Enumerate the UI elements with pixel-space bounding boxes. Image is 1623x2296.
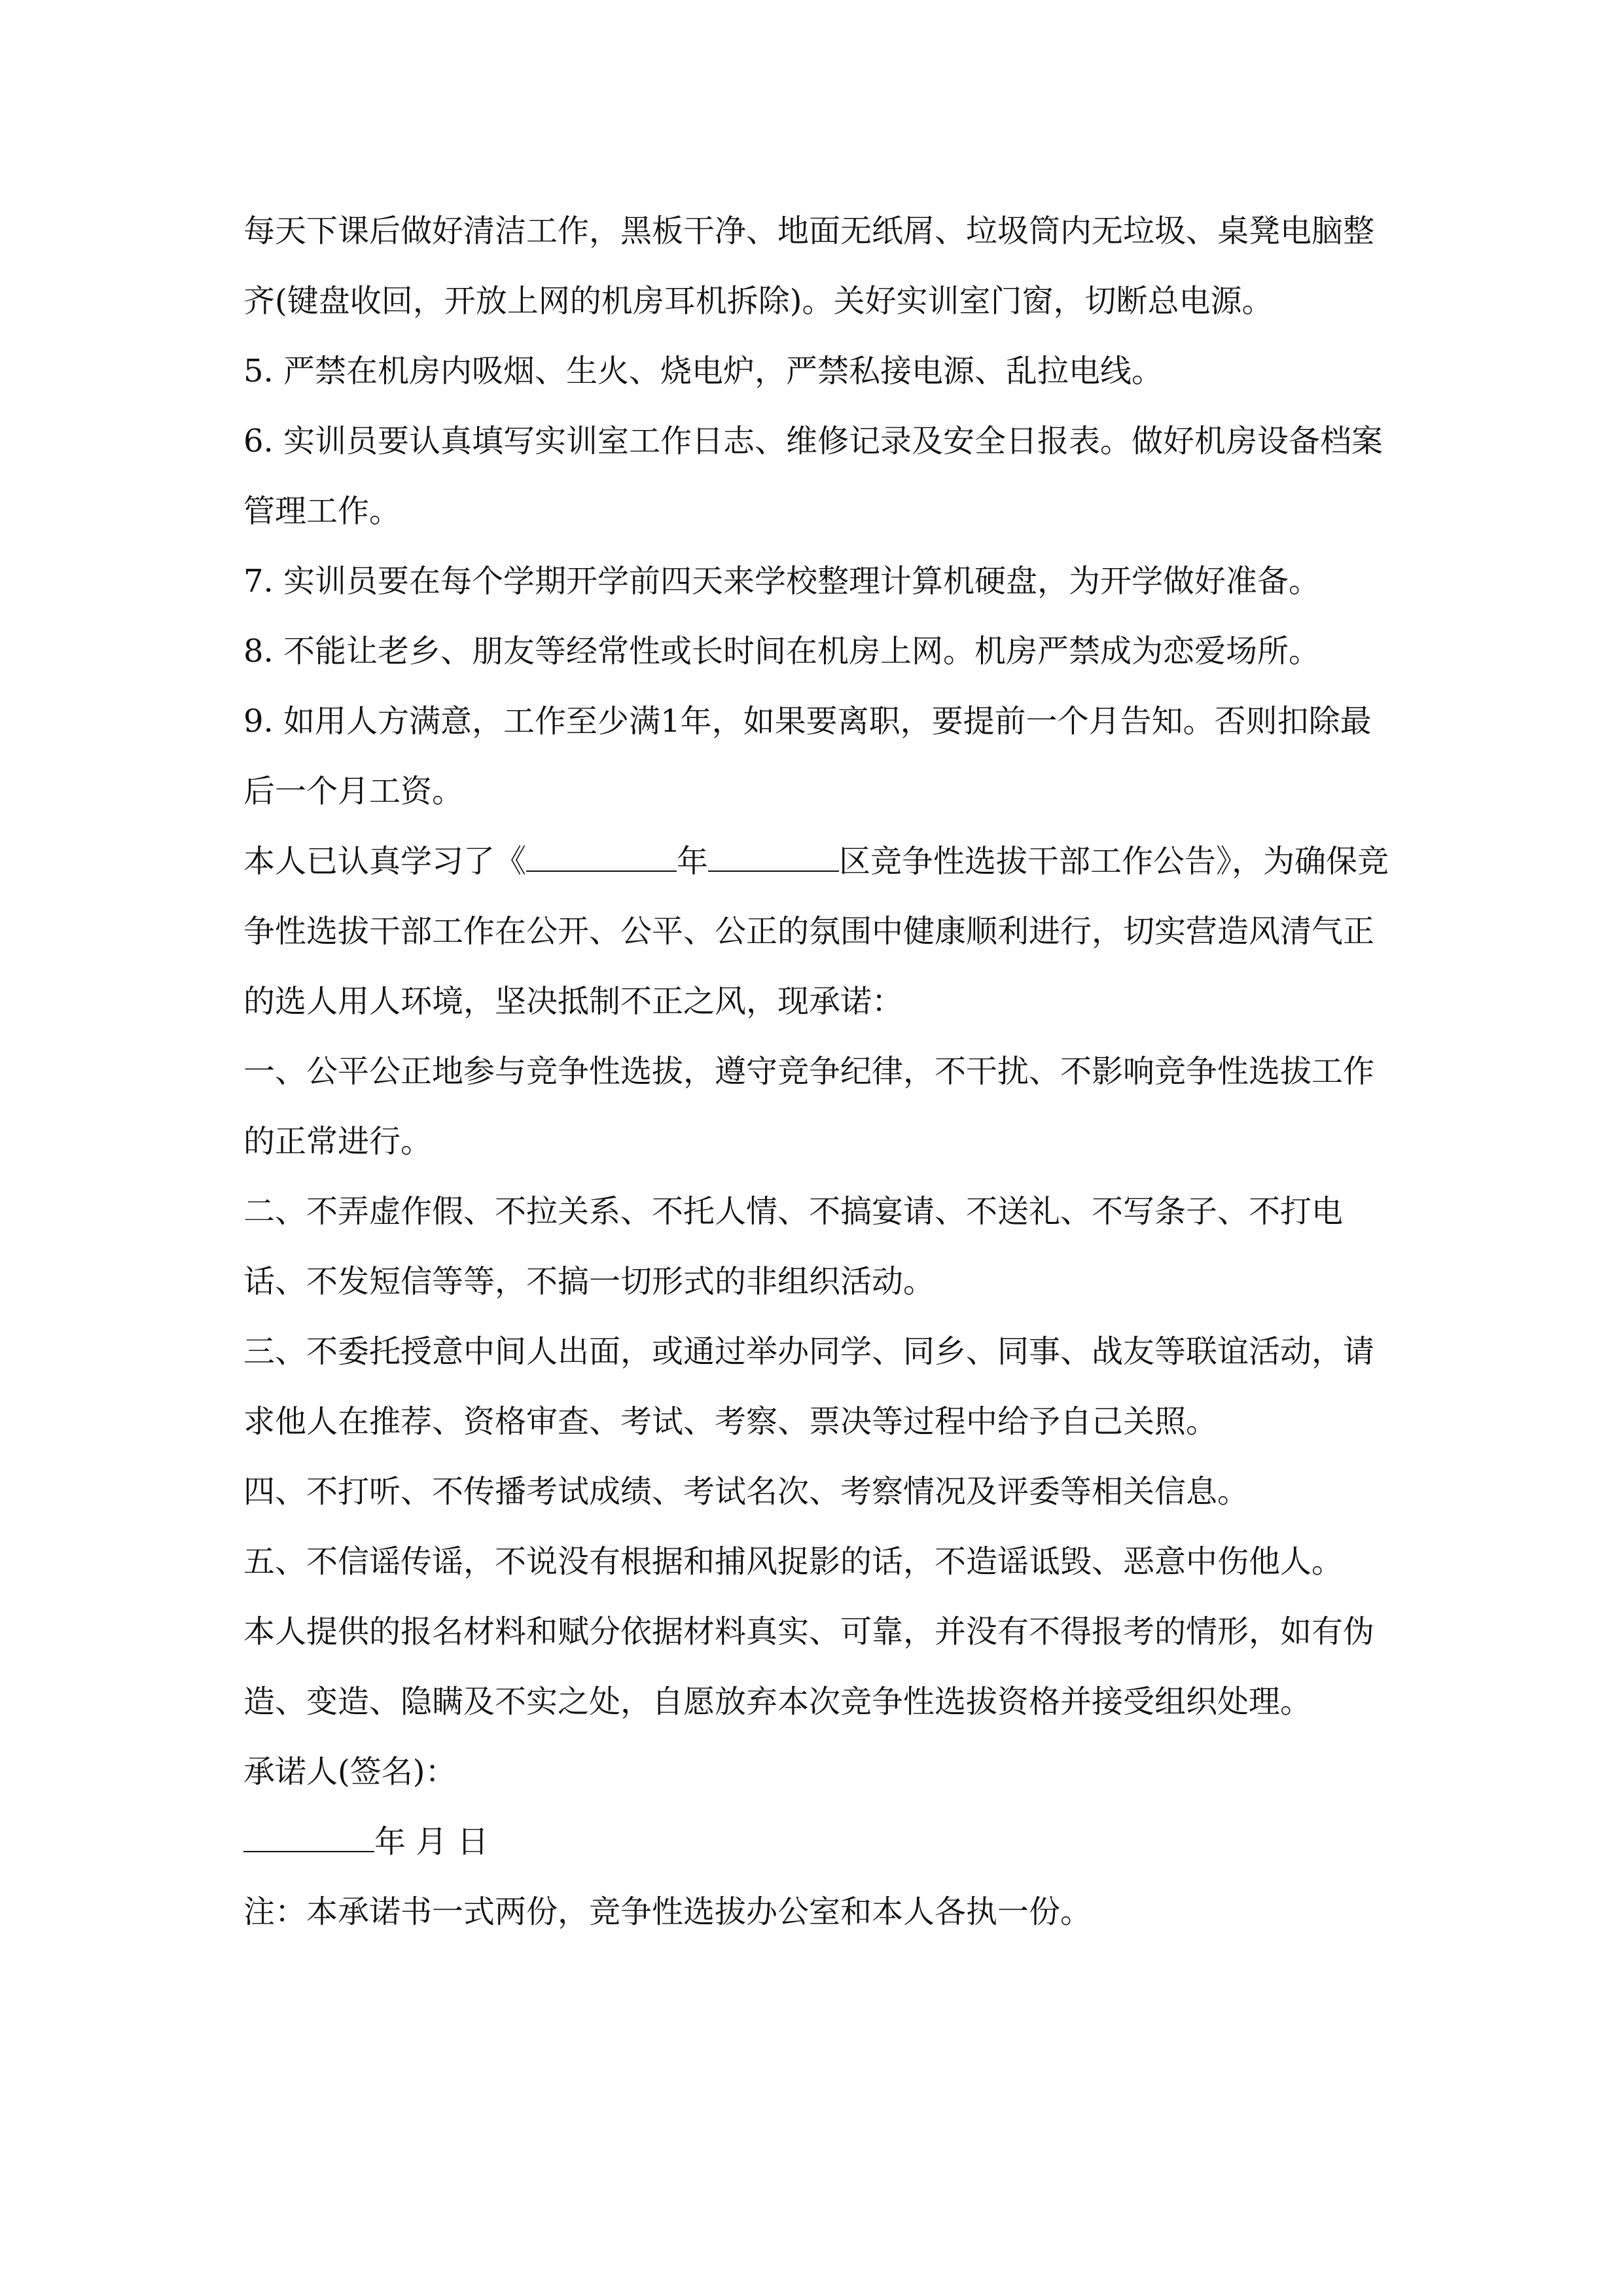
cleaning-rule-paragraph: 每天下课后做好清洁工作，黑板干净、地面无纸屑、垃圾筒内无垃圾、桌凳电脑整齐(键盘收回，开放上网的机房耳机拆除)。关好实训室门窗，切断总电源。: [243, 213, 1375, 319]
pledge-item-1: 一、公平公正地参与竞争性选拔，遵守竞争纪律，不干扰、不影响竞争性选拔工作的正常进行。: [243, 1053, 1375, 1160]
rule-8-paragraph: 8. 不能让老乡、朋友等经常性或长时间在机房上网。机房严禁成为恋爱场所。: [243, 633, 1321, 670]
document-body: [243, 196, 1395, 1947]
rule-6-paragraph: 6. 实训员要认真填写实训室工作日志、维修记录及安全日报表。做好机房设备档案管理工作。: [243, 423, 1383, 529]
year-blank: [526, 844, 677, 872]
pledge-item-2: 二、不弄虚作假、不拉关系、不托人情、不搞宴请、不送礼、不写条子、不打电话、不发短信等等，不搞一切形式的非组织活动。: [243, 1193, 1344, 1300]
materials-declaration-paragraph: 本人提供的报名材料和赋分依据材料真实、可靠，并没有不得报考的情形，如有伪造、变造、隐瞒及不实之处，自愿放弃本次竞争性选拔资格并接受组织处理。: [243, 1613, 1375, 1720]
rule-7-paragraph: 7. 实训员要在每个学期开学前四天来学校整理计算机硬盘，为开学做好准备。: [243, 563, 1321, 600]
pledge-item-4: 四、不打听、不传播考试成绩、考试名次、考察情况及评委等相关信息。: [243, 1473, 1249, 1510]
date-line: [243, 1807, 1395, 1877]
district-blank: [708, 844, 839, 872]
pledge-item-5: 五、不信谣传谣，不说没有根据和捕风捉影的话，不造谣诋毁、恶意中伤他人。: [243, 1543, 1344, 1580]
date-line-text: 年 月 日: [374, 1823, 489, 1860]
rule-5-paragraph: 5. 严禁在机房内吸烟、生火、烧电炉，严禁私接电源、乱拉电线。: [243, 353, 1164, 389]
note-paragraph: 注：本承诺书一式两份，竞争性选拔办公室和本人各执一份。: [243, 1893, 1092, 1930]
pledge-intro-prefix: 本人已认真学习了《: [243, 843, 527, 880]
pledge-intro-suffix: 区竞争性选拔干部工作公告》，为确保竞争性选拔干部工作在公开、公平、公正的氛围中健康顺利进行，切实营造风清气正的选人用人环境，坚决抵制不正之风，现承诺：: [243, 843, 1389, 1020]
pledge-intro-mid: 年: [677, 843, 709, 880]
signature-label: 承诺人(签名)：: [243, 1753, 457, 1790]
rule-9-paragraph: 9. 如用人方满意，工作至少满1年，如果要离职，要提前一个月告知。否则扣除最后一个月工资。: [243, 703, 1372, 810]
pledge-intro-paragraph: [243, 827, 1395, 1037]
pledge-item-3: 三、不委托授意中间人出面，或通过举办同学、同乡、同事、战友等联谊活动，请求他人在推荐、资格审查、考试、考察、票决等过程中给予自己关照。: [243, 1333, 1375, 1440]
date-year-blank: [243, 1825, 374, 1852]
